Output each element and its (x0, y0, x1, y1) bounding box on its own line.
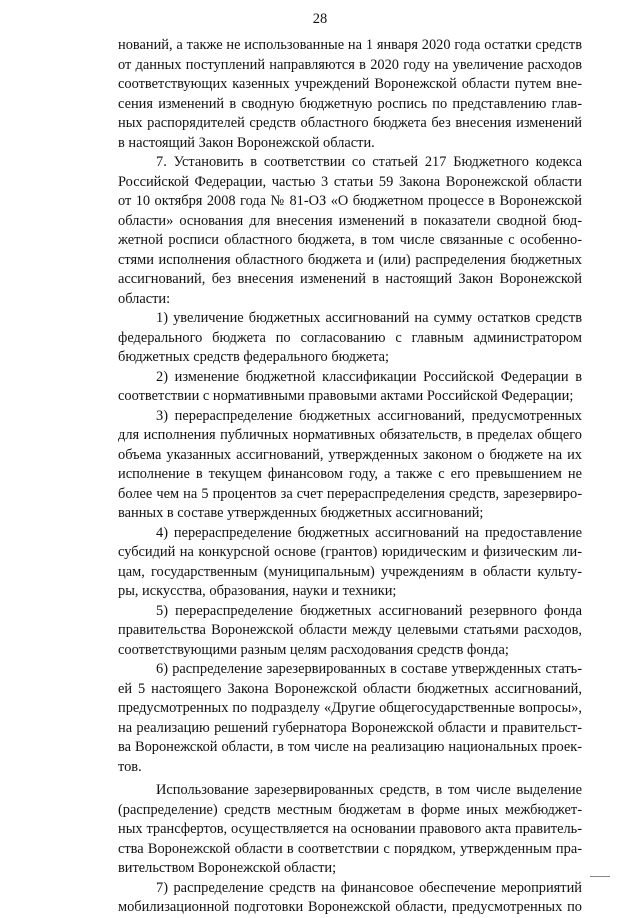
text-line: субсидий на конкурсной основе (грантов) юридическим и физическим ли- (118, 544, 582, 560)
text-line: ва Воронежской области, в том числе на реализацию национальных проек- (118, 739, 582, 755)
page-number: 28 (312, 11, 328, 27)
text-line: 3) перераспределение бюджетных ассигнований, предусмотренных (156, 407, 582, 424)
text-line: ных трансфертов, осуществляется на основании правового акта правитель- (118, 821, 582, 837)
text-line: 6) распределение зарезервированных в составе утвержденных стать- (156, 661, 582, 677)
footer-mark (590, 876, 610, 877)
text-line: в настоящий Закон Воронежской области. (118, 134, 375, 151)
text-line: области: (118, 290, 171, 307)
text-line: Использование зарезервированных средств, в том числе выделение (156, 782, 582, 798)
text-line: соответствующих казенных учреждений Воронежской области путем вне- (118, 76, 582, 92)
text-line: правительства Воронежской области между целевыми статьями расходов, (118, 622, 582, 638)
text-line: от 10 октября 2008 года № 81-ОЗ «О бюджетном процессе в Воронежской (118, 193, 582, 209)
text-line: (распределение) средств местным бюджетам в форме иных межбюджет- (118, 801, 582, 818)
text-line: предусмотренных по подразделу «Другие общегосударственные вопросы», (118, 700, 582, 716)
text-line: от данных поступлений направляются в 2020 году на увеличение расходов (118, 56, 582, 73)
text-line: Российской Федерации, частью 3 статьи 59 Закона Воронежской области (118, 173, 582, 190)
text-line: ванных в составе утвержденных бюджетных ассигнований; (118, 505, 484, 521)
text-line: на реализацию решений губернатора Воронежской области и правительст- (118, 719, 582, 736)
document-body (118, 36, 582, 918)
text-line: объема указанных ассигнований, утвержденных законом о бюджете на их (118, 446, 582, 463)
text-line: 7) распределение средств на финансовое обеспечение мероприятий (156, 879, 582, 896)
text-line: нований, а также не использованные на 1 января 2020 года остатки средств (118, 37, 582, 53)
text-line: цам, государственным (муниципальным) учреждениям в области культу- (118, 563, 582, 580)
text-line: тов. (118, 758, 142, 775)
text-line: стями исполнения областного бюджета и (или) распределения бюджетных (118, 251, 582, 268)
text-line: мобилизационной подготовки Воронежской области, предусмотренных по (118, 899, 582, 915)
text-line: 7. Установить в соответствии со статьей 217 Бюджетного кодекса (156, 154, 582, 170)
text-line: 2) изменение бюджетной классификации Российской Федерации в (156, 368, 582, 385)
text-line: 5) перераспределение бюджетных ассигнований резервного фонда (156, 602, 582, 619)
text-line: 1) увеличение бюджетных ассигнований на сумму остатков средств (156, 310, 582, 326)
text-line: 4) перераспределение бюджетных ассигнований на предоставление (156, 524, 582, 541)
text-line: соответствии с нормативными правовыми актами Российской Федерации; (118, 388, 574, 404)
text-line: ассигнований, без внесения изменений в настоящий Закон Воронежской (118, 271, 582, 287)
text-line: сения изменений в сводную бюджетную роспись по представлению глав- (118, 95, 582, 112)
text-line: бюджетных средств федерального бюджета; (118, 349, 389, 365)
text-line: федерального бюджета по согласованию с главным администратором (118, 329, 582, 346)
text-line: ей 5 настоящего Закона Воронежской области бюджетных ассигнований, (118, 680, 582, 697)
text-line: ства Воронежской области в соответствии с порядком, утвержденным пра- (118, 840, 582, 857)
text-line: соответствующими разным целям расходования средств фонда; (118, 641, 509, 658)
text-line: исполнение в текущем финансовом году, а также с его превышением не (118, 466, 582, 482)
text-line: для исполнения публичных нормативных обязательств, в пределах общего (118, 427, 582, 443)
text-line: жетной росписи областного бюджета, в том числе связанные с особенно- (118, 232, 582, 248)
text-line: вительством Воронежской области; (118, 860, 337, 876)
text-line: ных распорядителей средств областного бюджета без внесения изменений (118, 115, 582, 131)
text-line: области» основания для внесения изменений в показатели сводной бюд- (118, 212, 582, 229)
text-line: ры, искусства, образования, науки и техники; (118, 583, 397, 599)
text-line: более чем на 5 процентов за счет перераспределения средств, зарезервиро- (118, 485, 582, 502)
